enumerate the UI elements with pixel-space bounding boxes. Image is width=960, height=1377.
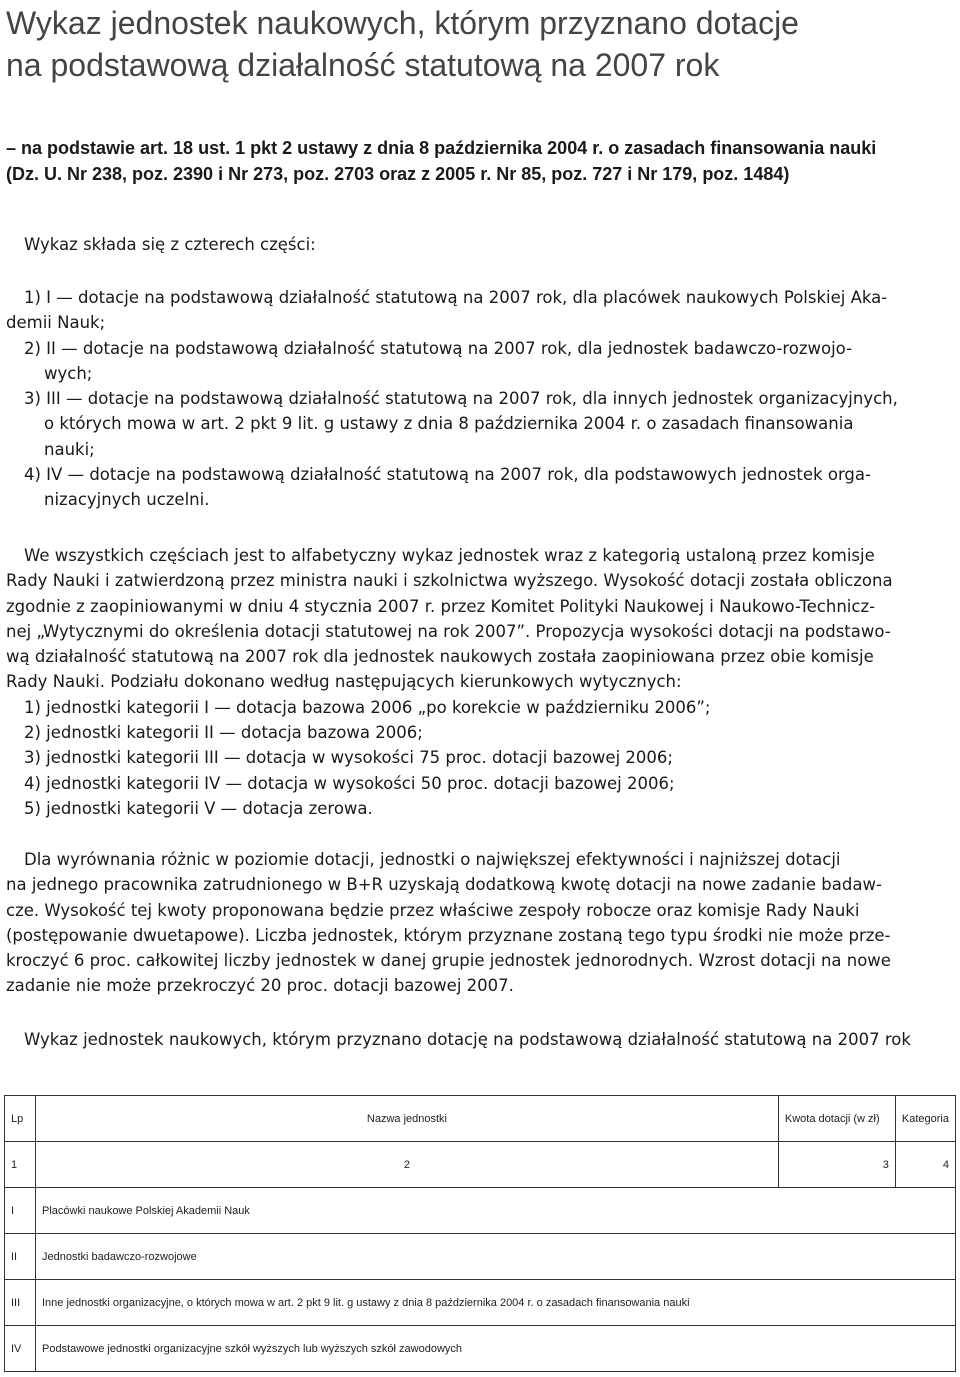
- legal-basis-line-2: (Dz. U. Nr 238, poz. 2390 i Nr 273, poz. 2703 oraz z 2005 r. Nr 85, poz. 727 i Nr 179, poz. 1484): [6, 164, 790, 184]
- title-line-1: Wykaz jednostek naukowych, którym przyznano dotacje: [6, 5, 799, 41]
- page-title: [6, 2, 946, 86]
- guideline-2: 2) jednostki kategorii II — dotacja bazowa 2006;: [24, 723, 423, 743]
- methodology-line-3: zgodnie z zaopiniowanymi w dniu 4 stycznia 2007 r. przez Komitet Polityki Naukowej i Naukowo-Technicz-: [6, 596, 876, 616]
- extra-line-4: (postępowanie dwuetapowe). Liczba jednostek, którym przyznane zostaną tego typu środki nie może prze-: [6, 925, 891, 945]
- header-lp: Lp: [5, 1096, 36, 1142]
- grants-table: [4, 1095, 956, 1372]
- guideline-4: 4) jednostki kategorii IV — dotacja w wysokości 50 proc. dotacji bazowej 2006;: [24, 773, 675, 793]
- extra-line-6: zadanie nie może przekroczyć 20 proc. dotacji bazowej 2007.: [6, 976, 514, 996]
- header-category: Kategoria: [895, 1096, 955, 1142]
- part-3-line-2: o których mowa w art. 2 pkt 9 lit. g ustawy z dnia 8 października 2004 r. o zasadach finansowania: [44, 414, 854, 434]
- extra-line-5: kroczyć 6 proc. całkowitej liczby jednostek w danej grupie jednostek jednorodnych. Wzrost dotacji na nowe: [6, 951, 891, 971]
- legal-basis: [6, 135, 956, 187]
- methodology-paragraph: [6, 543, 958, 821]
- table-row: [5, 1280, 956, 1326]
- part-3-line-1: 3) III — dotacje na podstawową działalność statutową na 2007 rok, dla innych jednostek organizacyjnych,: [24, 389, 898, 409]
- table-row: [5, 1188, 956, 1234]
- part-1-line-2: demii Nauk;: [6, 313, 106, 333]
- guideline-1: 1) jednostki kategorii I — dotacja bazowa 2006 „po korekcie w październiku 2006”;: [24, 697, 711, 717]
- part-4-line-2: nizacyjnych uczelni.: [44, 490, 210, 510]
- numbering-4: 4: [895, 1142, 955, 1188]
- methodology-line-2: Rady Nauki i zatwierdzoną przez ministra nauki i szkolnictwa wyższego. Wysokość dotacji została obliczona: [6, 571, 893, 591]
- table-header-row: [5, 1096, 956, 1142]
- row-lp: I: [5, 1188, 36, 1234]
- methodology-line-6: Rady Nauki. Podziału dokonano według następujących kierunkowych wytycznych:: [6, 672, 682, 692]
- table-row: [5, 1234, 956, 1280]
- numbering-1: 1: [5, 1142, 36, 1188]
- row-name: Podstawowe jednostki organizacyjne szkół wyższych lub wyższych szkół zawodowych: [36, 1326, 956, 1372]
- methodology-line-1: We wszystkich częściach jest to alfabetyczny wykaz jednostek wraz z kategorią ustaloną przez komisje: [24, 546, 875, 565]
- row-lp: II: [5, 1234, 36, 1280]
- header-amount: Kwota dotacji (w zł): [778, 1096, 895, 1142]
- parts-list: [6, 285, 958, 513]
- legal-basis-line-1: – na podstawie art. 18 ust. 1 pkt 2 ustawy z dnia 8 października 2004 r. o zasadach finansowania nauki: [6, 138, 877, 158]
- intro-text: Wykaz składa się z czterech części:: [24, 235, 316, 254]
- extra-funding-paragraph: [6, 847, 958, 999]
- part-4-line-1: 4) IV — dotacje na podstawową działalność statutową na 2007 rok, dla podstawowych jednostek orga-: [24, 465, 871, 485]
- table-numbering-row: [5, 1142, 956, 1188]
- extra-line-3: cze. Wysokość tej kwoty proponowana będzie przez właściwe zespoły robocze oraz komisje Rady Nauki: [6, 900, 860, 920]
- part-2-line-1: 2) II — dotacje na podstawową działalność statutową na 2007 rok, dla jednostek badawczo-rozwojo-: [24, 338, 853, 358]
- intro-paragraph: [6, 232, 958, 257]
- row-lp: III: [5, 1280, 36, 1326]
- table-caption: [6, 1027, 958, 1052]
- row-lp: IV: [5, 1326, 36, 1372]
- row-name: Placówki naukowe Polskiej Akademii Nauk: [36, 1188, 956, 1234]
- table-row: [5, 1326, 956, 1372]
- extra-line-1: Dla wyrównania różnic w poziomie dotacji, jednostki o największej efektywności i najniższej dotacji: [24, 850, 841, 869]
- title-line-2: na podstawową działalność statutową na 2007 rok: [6, 47, 720, 83]
- extra-line-2: na jednego pracownika zatrudnionego w B+R uzyskają dodatkową kwotę dotacji na nowe zadanie badaw-: [6, 875, 882, 895]
- numbering-3: 3: [778, 1142, 895, 1188]
- table-caption-text: Wykaz jednostek naukowych, którym przyznano dotację na podstawową działalność statutową na 2007 rok: [24, 1030, 911, 1049]
- part-1-line-1: 1) I — dotacje na podstawową działalność statutową na 2007 rok, dla placówek naukowych Polskiej Aka-: [24, 288, 888, 307]
- guideline-5: 5) jednostki kategorii V — dotacja zerowa.: [24, 798, 373, 818]
- part-3-line-3: nauki;: [44, 439, 95, 459]
- row-name: Inne jednostki organizacyjne, o których mowa w art. 2 pkt 9 lit. g ustawy z dnia 8 października 2004 r. o zasadach finansowania nauki: [36, 1280, 956, 1326]
- row-name: Jednostki badawczo-rozwojowe: [36, 1234, 956, 1280]
- methodology-line-5: wą działalność statutową na 2007 rok dla jednostek naukowych została zaopiniowana przez obie komisje: [6, 647, 874, 667]
- numbering-2: 2: [36, 1142, 779, 1188]
- methodology-line-4: nej „Wytycznymi do określenia dotacji statutowej na rok 2007”. Propozycja wysokości dotacji na podstawo-: [6, 621, 891, 641]
- header-name: Nazwa jednostki: [36, 1096, 779, 1142]
- part-2-line-2: wych;: [44, 363, 93, 383]
- guideline-3: 3) jednostki kategorii III — dotacja w wysokości 75 proc. dotacji bazowej 2006;: [24, 748, 673, 768]
